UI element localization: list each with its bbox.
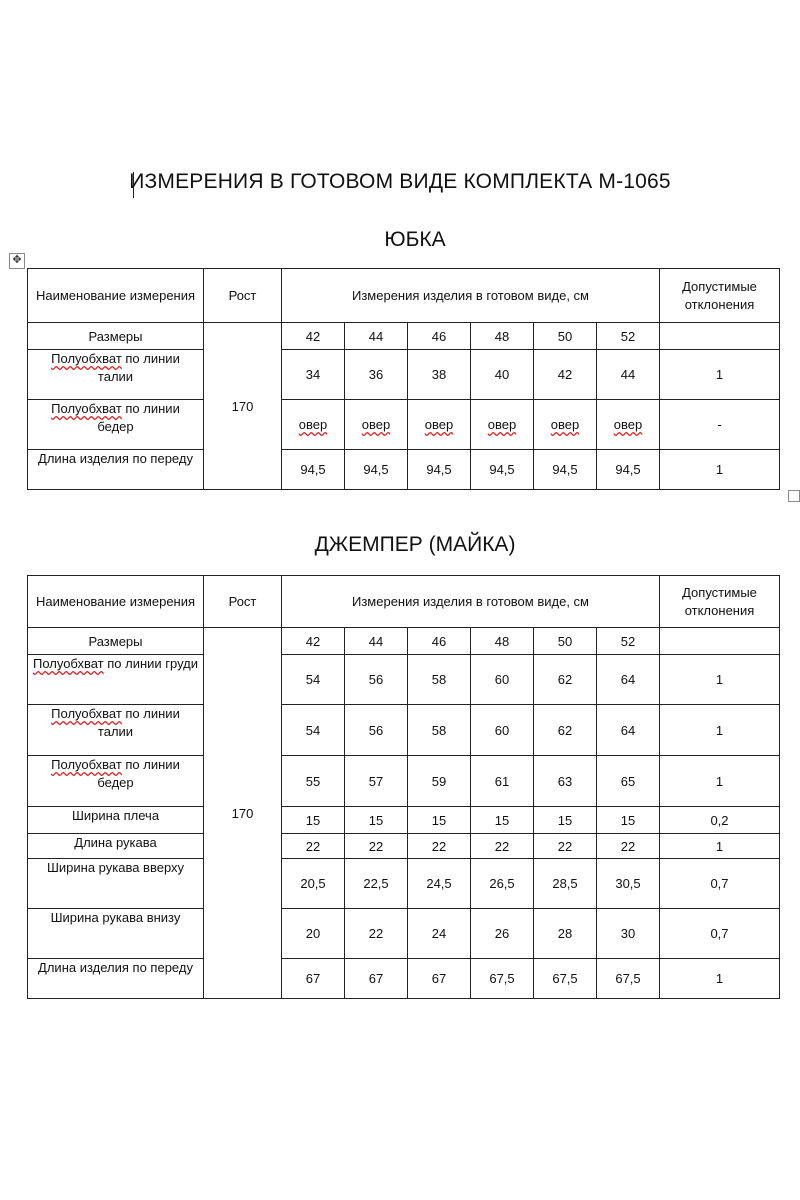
value-text: 67 — [431, 971, 447, 986]
value-cell — [597, 450, 660, 490]
measure-name-text: Длина изделия по переду — [38, 451, 193, 466]
value-text: 67,5 — [615, 971, 641, 986]
size-cell: 48 — [471, 323, 534, 350]
value-cell — [597, 909, 660, 959]
value-cell — [534, 756, 597, 807]
measure-name-text: по линии груди — [103, 656, 199, 671]
value-text: 57 — [368, 773, 384, 789]
value-text: 56 — [368, 672, 384, 687]
value-cell — [345, 959, 408, 999]
header-tolerance: Допустимые отклонения — [660, 576, 780, 628]
spellcheck-word: Полуобхват — [51, 401, 122, 416]
value-cell — [408, 400, 471, 450]
value-cell — [471, 756, 534, 807]
value-text: 58 — [431, 722, 447, 738]
value-text: 67,5 — [489, 971, 515, 986]
measure-name-text: по линии талии — [97, 351, 180, 384]
value-text: 64 — [620, 722, 636, 738]
value-cell — [597, 859, 660, 909]
spellcheck-word: Полуобхват — [51, 351, 122, 366]
value-cell — [534, 400, 597, 450]
value-text: 26 — [494, 926, 510, 941]
value-cell — [345, 705, 408, 756]
value-cell — [282, 705, 345, 756]
tolerance-cell: - — [660, 400, 780, 450]
value-text: 62 — [557, 672, 573, 687]
measure-name-text: по линии бедер — [97, 401, 180, 434]
value-cell — [471, 400, 534, 450]
value-text: 54 — [305, 722, 321, 738]
move-arrows-icon[interactable]: ✥ — [9, 253, 25, 269]
value-text: овер — [424, 417, 454, 432]
value-text: овер — [298, 417, 328, 432]
value-cell — [471, 859, 534, 909]
table-row — [28, 756, 780, 807]
value-text: 62 — [557, 722, 573, 738]
value-text: 58 — [431, 672, 447, 687]
table-row — [28, 450, 780, 490]
value-cell — [471, 807, 534, 834]
table-row — [28, 834, 780, 859]
value-cell — [408, 834, 471, 859]
value-text: 26,5 — [489, 876, 515, 891]
value-text: 22,5 — [363, 876, 389, 891]
table-row — [28, 400, 780, 450]
tolerance-cell: 1 — [660, 350, 780, 400]
measure-name — [28, 655, 204, 705]
value-text: 15 — [620, 812, 636, 828]
size-cell: 46 — [408, 323, 471, 350]
value-cell — [282, 959, 345, 999]
skirt-heading: ЮБКА — [384, 228, 446, 251]
value-text: 94,5 — [489, 462, 515, 477]
value-cell — [408, 807, 471, 834]
value-text: 94,5 — [363, 462, 389, 477]
table-row — [28, 959, 780, 999]
value-cell — [534, 450, 597, 490]
table-row — [28, 655, 780, 705]
value-text: 42 — [557, 367, 573, 382]
value-cell — [345, 450, 408, 490]
value-text: 60 — [494, 672, 510, 687]
value-cell — [345, 807, 408, 834]
value-text: 56 — [368, 722, 384, 738]
value-text: 64 — [620, 672, 636, 687]
header-height: Рост — [204, 269, 282, 323]
tolerance-cell: 1 — [660, 756, 780, 807]
value-cell — [345, 834, 408, 859]
value-text: 40 — [494, 367, 510, 382]
size-cell: 50 — [534, 323, 597, 350]
measure-name-text: Ширина рукава вверху — [46, 860, 185, 875]
value-text: 94,5 — [300, 462, 326, 477]
value-cell — [534, 807, 597, 834]
header-name: Наименование измерения — [28, 576, 204, 628]
value-text: 67,5 — [552, 971, 578, 986]
size-cell: 52 — [597, 323, 660, 350]
value-text: 54 — [305, 672, 321, 687]
value-text: 59 — [431, 773, 447, 789]
value-text: 28,5 — [552, 876, 578, 891]
value-cell — [471, 350, 534, 400]
header-tolerance: Допустимые отклонения — [660, 269, 780, 323]
value-cell — [471, 909, 534, 959]
tolerance-cell: 1 — [660, 450, 780, 490]
value-cell — [282, 756, 345, 807]
value-cell — [282, 807, 345, 834]
value-text: 15 — [431, 812, 447, 828]
spellcheck-word: Полуобхват — [51, 706, 122, 721]
value-cell — [408, 350, 471, 400]
spellcheck-word: Полуобхват — [51, 757, 122, 772]
measure-name-text: по линии талии — [97, 706, 180, 739]
header-height: Рост — [204, 576, 282, 628]
measure-name — [28, 807, 204, 834]
table-row — [28, 807, 780, 834]
tolerance-cell: 1 — [660, 705, 780, 756]
measure-name — [28, 859, 204, 909]
value-cell — [597, 756, 660, 807]
header-measures: Измерения изделия в готовом виде, см — [282, 576, 660, 628]
value-cell — [345, 859, 408, 909]
measure-name — [28, 959, 204, 999]
measure-name — [28, 705, 204, 756]
table-row — [28, 705, 780, 756]
value-text: 63 — [557, 773, 573, 789]
value-cell — [408, 450, 471, 490]
value-cell — [534, 655, 597, 705]
value-cell — [282, 909, 345, 959]
value-text: 22 — [368, 926, 384, 941]
value-text: 30 — [620, 926, 636, 941]
value-cell — [534, 909, 597, 959]
header-name: Наименование измерения — [28, 269, 204, 323]
value-cell — [408, 859, 471, 909]
measure-name-text: Длина рукава — [74, 835, 157, 850]
value-cell — [597, 350, 660, 400]
skirt-table — [27, 268, 780, 490]
tolerance-cell: 1 — [660, 959, 780, 999]
value-cell — [597, 400, 660, 450]
table-row — [28, 909, 780, 959]
measure-name — [28, 909, 204, 959]
value-cell — [408, 655, 471, 705]
value-text: 94,5 — [426, 462, 452, 477]
value-cell — [597, 655, 660, 705]
sizes-label: Размеры — [28, 628, 204, 655]
tolerance-cell: 0,7 — [660, 909, 780, 959]
value-text: 36 — [368, 367, 384, 382]
measure-name-text: по линии бедер — [97, 757, 180, 790]
value-cell — [282, 400, 345, 450]
height-value: 170 — [204, 628, 282, 999]
value-text: 22 — [494, 838, 510, 854]
value-cell — [534, 834, 597, 859]
value-text: 15 — [494, 812, 510, 828]
value-text: 22 — [368, 838, 384, 854]
value-text: овер — [550, 417, 580, 432]
empty-cell — [660, 323, 780, 350]
value-text: 38 — [431, 367, 447, 382]
measure-name-text: Ширина рукава внизу — [50, 910, 181, 925]
size-cell: 48 — [471, 628, 534, 655]
sizes-label: Размеры — [28, 323, 204, 350]
value-text: 22 — [305, 838, 321, 854]
value-cell — [471, 959, 534, 999]
value-cell — [471, 705, 534, 756]
value-text: 22 — [557, 838, 573, 854]
paragraph-mark — [788, 490, 800, 502]
value-text: овер — [487, 417, 517, 432]
size-cell: 42 — [282, 323, 345, 350]
spellcheck-word: Полуобхват — [32, 656, 104, 671]
value-text: 22 — [431, 838, 447, 854]
tolerance-cell: 1 — [660, 834, 780, 859]
value-text: 24,5 — [426, 876, 452, 891]
value-text: овер — [361, 417, 391, 432]
value-text: 94,5 — [552, 462, 578, 477]
page-title: ИЗМЕРЕНИЯ В ГОТОВОМ ВИДЕ КОМПЛЕКТА М-1065 — [129, 170, 671, 193]
value-text: 55 — [305, 773, 321, 789]
value-cell — [534, 705, 597, 756]
measure-name — [28, 350, 204, 400]
value-cell — [471, 450, 534, 490]
measure-name-text: Ширина плеча — [71, 808, 160, 823]
value-cell — [282, 834, 345, 859]
value-cell — [471, 834, 534, 859]
value-text: 67 — [305, 971, 321, 986]
value-cell — [282, 859, 345, 909]
size-cell: 46 — [408, 628, 471, 655]
value-cell — [408, 909, 471, 959]
value-text: 61 — [494, 773, 510, 789]
value-cell — [597, 807, 660, 834]
value-text: 20 — [305, 926, 321, 941]
value-cell — [408, 959, 471, 999]
value-text: 20,5 — [300, 876, 326, 891]
value-cell — [534, 859, 597, 909]
value-text: 34 — [305, 367, 321, 382]
size-cell: 44 — [345, 628, 408, 655]
value-text: 24 — [431, 926, 447, 941]
value-text: 67 — [368, 971, 384, 986]
value-cell — [345, 909, 408, 959]
value-text: 15 — [305, 812, 321, 828]
value-cell — [534, 350, 597, 400]
size-cell: 50 — [534, 628, 597, 655]
value-cell — [408, 756, 471, 807]
value-text: 60 — [494, 722, 510, 738]
value-text: 28 — [557, 926, 573, 941]
sizes-row — [28, 323, 780, 350]
sizes-row — [28, 628, 780, 655]
value-cell — [597, 959, 660, 999]
measure-name — [28, 834, 204, 859]
value-cell — [534, 959, 597, 999]
value-cell — [597, 705, 660, 756]
value-text: 22 — [620, 838, 636, 854]
value-text: 65 — [620, 773, 636, 789]
measure-name — [28, 400, 204, 450]
value-text: 44 — [620, 367, 636, 382]
measure-name — [28, 450, 204, 490]
value-cell — [282, 655, 345, 705]
empty-cell — [660, 628, 780, 655]
tolerance-cell: 0,2 — [660, 807, 780, 834]
value-text: 15 — [557, 812, 573, 828]
height-value: 170 — [204, 323, 282, 490]
value-text: 30,5 — [615, 876, 641, 891]
measure-name-text: Длина изделия по переду — [38, 960, 193, 975]
size-cell: 44 — [345, 323, 408, 350]
size-cell: 42 — [282, 628, 345, 655]
header-measures: Измерения изделия в готовом виде, см — [282, 269, 660, 323]
value-cell — [597, 834, 660, 859]
value-cell — [282, 450, 345, 490]
value-text: 15 — [368, 812, 384, 828]
value-cell — [408, 705, 471, 756]
table-row — [28, 859, 780, 909]
measure-name — [28, 756, 204, 807]
table-row — [28, 350, 780, 400]
tolerance-cell: 0,7 — [660, 859, 780, 909]
value-cell — [345, 655, 408, 705]
value-cell — [282, 350, 345, 400]
tolerance-cell: 1 — [660, 655, 780, 705]
value-cell — [471, 655, 534, 705]
jumper-heading: ДЖЕМПЕР (МАЙКА) — [314, 533, 516, 556]
value-cell — [345, 756, 408, 807]
value-text: овер — [613, 417, 643, 432]
size-cell: 52 — [597, 628, 660, 655]
value-cell — [345, 350, 408, 400]
value-text: 94,5 — [615, 462, 641, 477]
jumper-table — [27, 575, 780, 999]
value-cell — [345, 400, 408, 450]
